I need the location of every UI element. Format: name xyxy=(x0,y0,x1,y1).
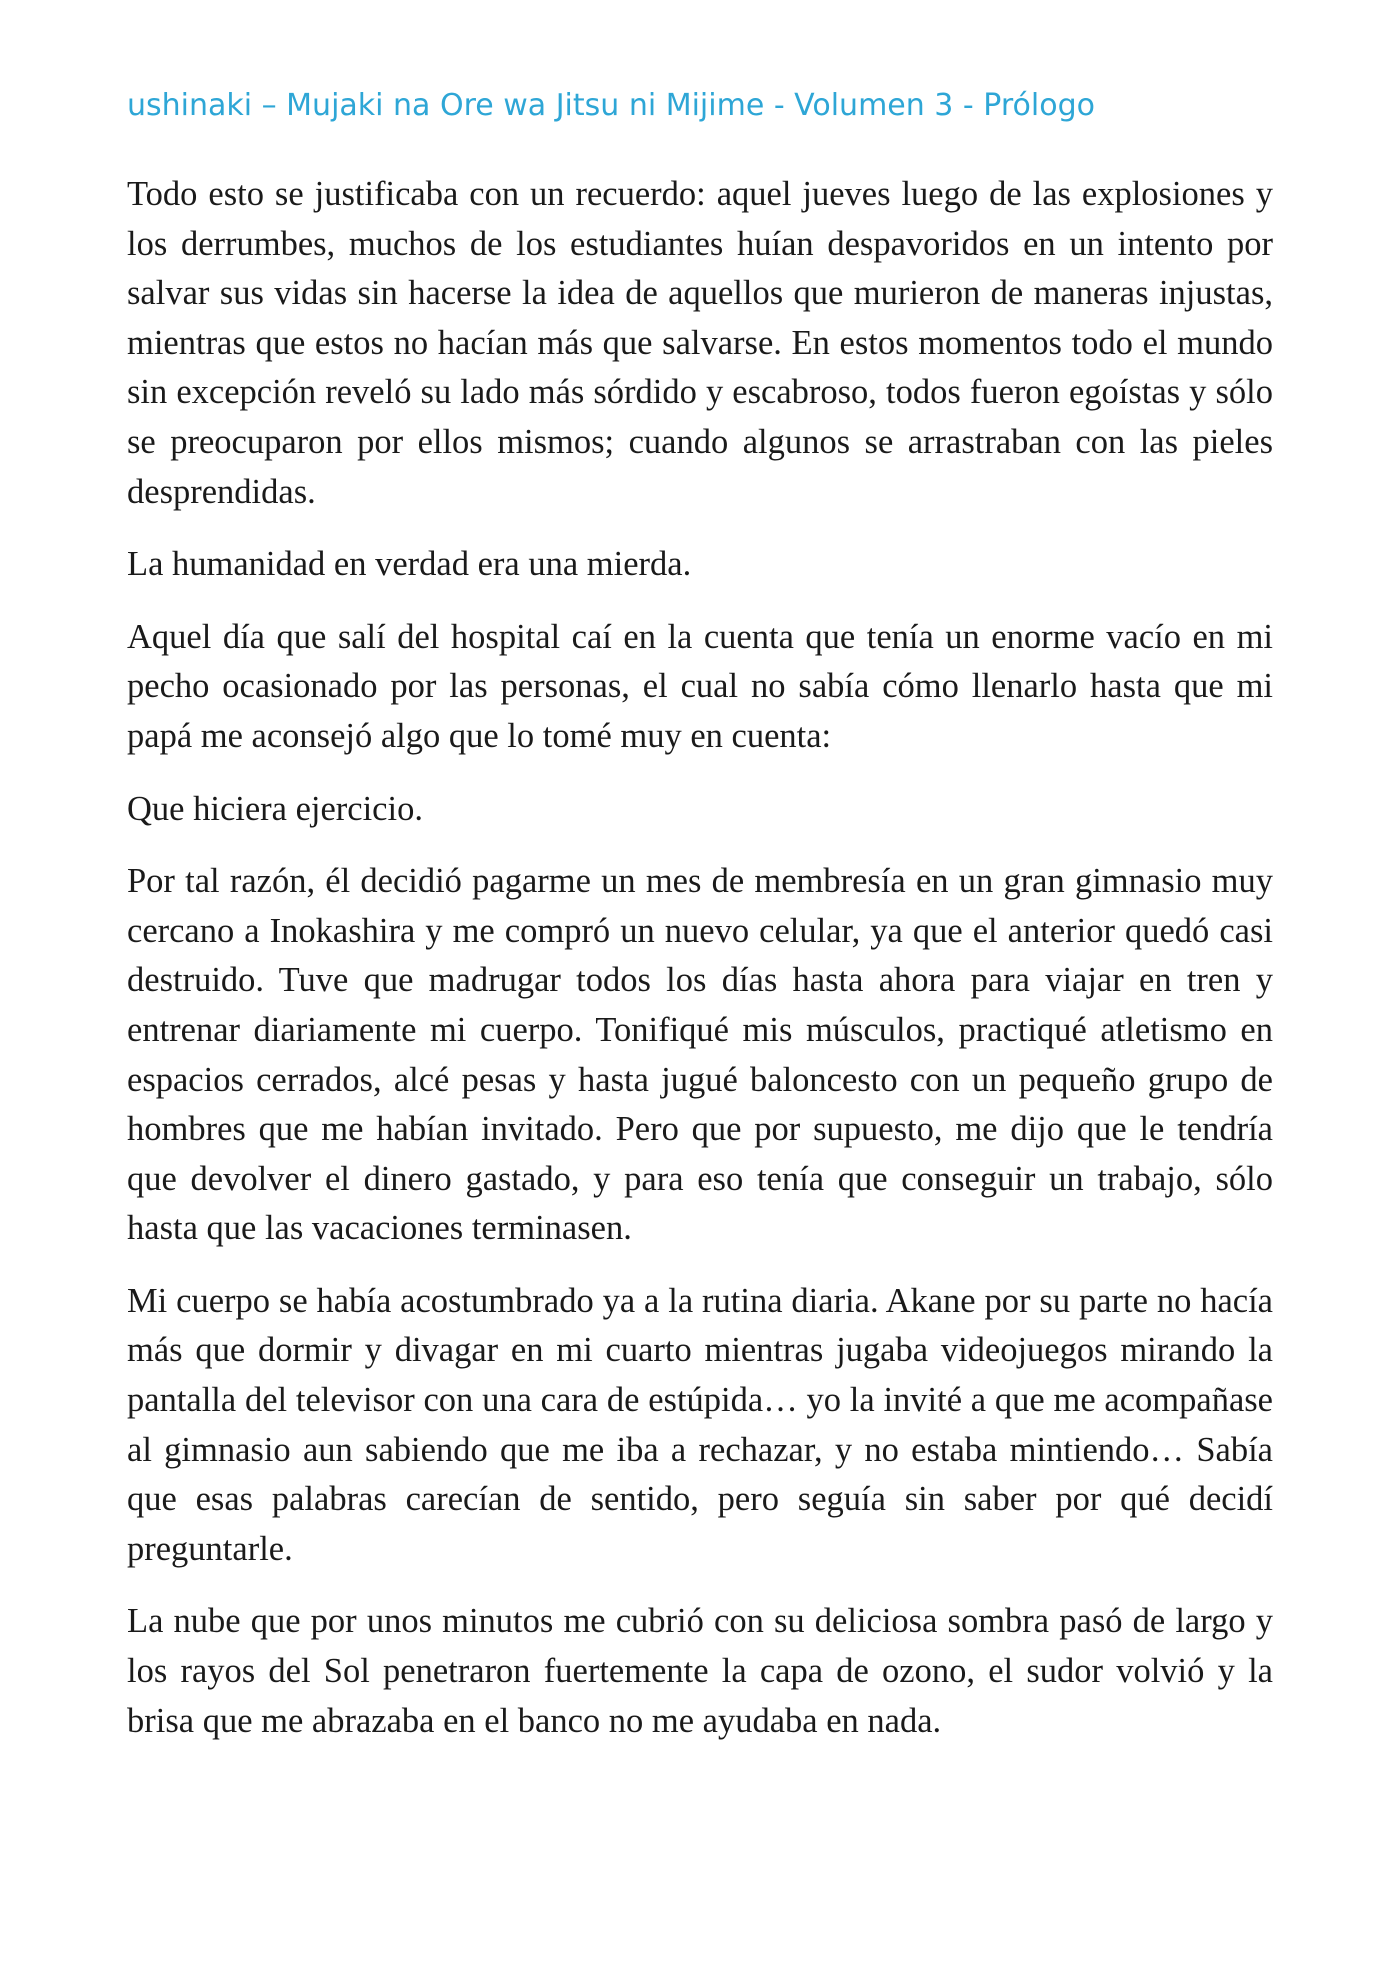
paragraph: Mi cuerpo se había acostumbrado ya a la rutina diaria. Akane por su parte no hacía más que dormir y divagar en mi cuarto mientras jugaba videojuegos mirando la pantalla del televisor con una cara de estúpida… yo la invité a que me acompañase al gimnasio aun sabiendo que me iba a rechazar, y no estaba mintiendo… Sabía que esas palabras carecían de sentido, pero seguía sin saber por qué decidí preguntarle. xyxy=(127,1281,1273,1568)
paragraph: La nube que por unos minutos me cubrió con su deliciosa sombra pasó de largo y los rayos del Sol penetraron fuertemente la capa de ozono, el sudor volvió y la brisa que me abrazaba en el banco no me ayudaba en nada. xyxy=(127,1602,1273,1740)
paragraph: Todo esto se justificaba con un recuerdo: aquel jueves luego de las explosiones y los derrumbes, muchos de los estudiantes huían despavoridos en un intento por salvar sus vidas sin hacerse la idea de aquellos que murieron de maneras injustas, mientras que estos no hacían más que salvarse. En estos momentos todo el mundo sin excepción reveló su lado más sórdido y escabroso, todos fueron egoístas y sólo se preocuparon por ellos mismos; cuando algunos se arrastraban con las pieles desprendidas. xyxy=(127,175,1273,511)
paragraph: Aquel día que salí del hospital caí en la cuenta que tenía un enorme vacío en mi pecho ocasionado por las personas, el cual no sabía cómo llenarlo hasta que mi papá me aconsejó algo que lo tomé muy en cuenta: xyxy=(127,617,1273,755)
paragraph: Por tal razón, él decidió pagarme un mes de membresía en un gran gimnasio muy cercano a Inokashira y me compró un nuevo celular, ya que el anterior quedó casi destruido. Tuve que madrugar todos los días hasta ahora para viajar en tren y entrenar diariamente mi cuerpo. Tonifiqué mis músculos, practiqué atletismo en espacios cerrados, alcé pesas y hasta jugué baloncesto con un pequeño grupo de hombres que me habían invitado. Pero que por supuesto, me dijo que le tendría que devolver el dinero gastado, y para eso tenía que conseguir un trabajo, sólo hasta que las vacaciones terminasen. xyxy=(127,862,1273,1248)
paragraph: Que hiciera ejercicio. xyxy=(127,789,423,828)
document-body xyxy=(127,170,1273,1769)
paragraph: La humanidad en verdad era una mierda. xyxy=(127,545,692,584)
page-header: ushinaki – Mujaki na Ore wa Jitsu ni Mijime - Volumen 3 - Prólogo xyxy=(127,88,1095,123)
